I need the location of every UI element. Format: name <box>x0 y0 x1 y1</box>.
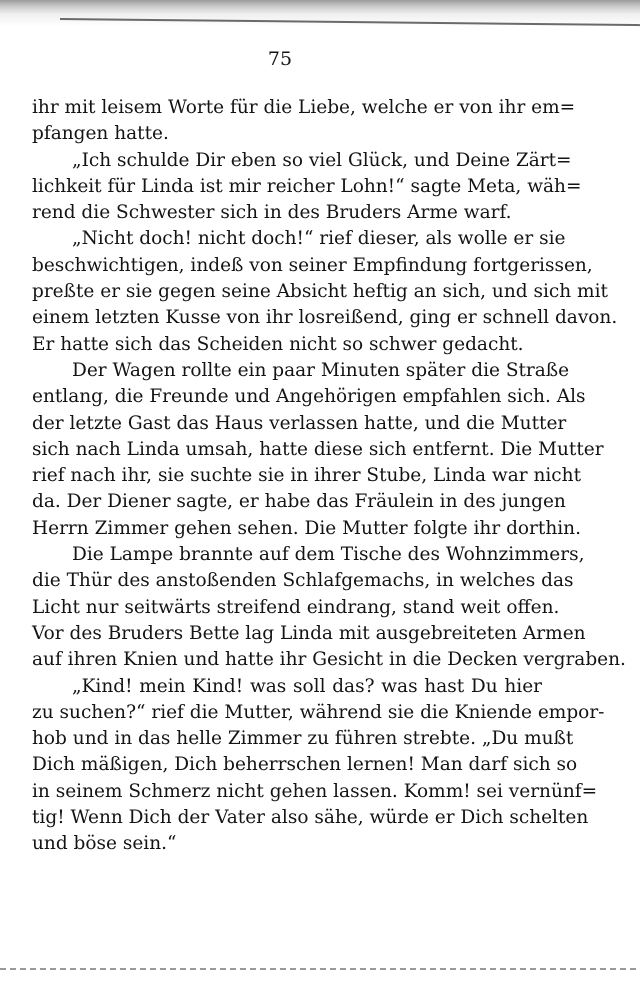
text-line: sich nach Linda umsah, hatte diese sich entfernt. Die Mutter <box>32 438 604 460</box>
text-line: rief nach ihr, sie suchte sie in ihrer Stube, Linda war nicht <box>32 465 582 487</box>
text-line: entlang, die Freunde und Angehörigen empfahlen sich. Als <box>32 386 586 408</box>
text-line: zu suchen?“ rief die Mutter, während sie die Kniende empor- <box>32 701 605 723</box>
text-line: und böse sein.“ <box>32 833 177 855</box>
scan-bottom-edge <box>0 968 640 970</box>
text-line: beschwichtigen, indeß von seiner Empfindung fortgerissen, <box>32 254 593 276</box>
text-line: Herrn Zimmer gehen sehen. Die Mutter folgte ihr dorthin. <box>32 517 581 539</box>
text-line: Vor des Bruders Bette lag Linda mit ausgebreiteten Armen <box>32 622 586 644</box>
text-line: hob und in das helle Zimmer zu führen strebte. „Du mußt <box>32 728 574 750</box>
text-line: rend die Schwester sich in des Bruders Arme warf. <box>32 202 512 224</box>
scan-top-edge <box>0 0 640 30</box>
text-line: in seinem Schmerz nicht gehen lassen. Komm! sei vernünf= <box>32 780 598 802</box>
text-line: auf ihren Knien und hatte ihr Gesicht in die Decken vergraben. <box>32 649 626 671</box>
text-line: Die Lampe brannte auf dem Tische des Wohnzimmers, <box>72 544 585 566</box>
body-text <box>32 95 626 858</box>
text-line: lichkeit für Linda ist mir reicher Lohn!“ sagte Meta, wäh= <box>32 175 582 197</box>
text-line: die Thür des anstoßenden Schlafgemachs, in welches das <box>32 570 574 592</box>
text-line: Der Wagen rollte ein paar Minuten später die Straße <box>72 359 570 381</box>
text-line: tig! Wenn Dich der Vater also sähe, würde er Dich schelten <box>32 807 589 829</box>
text-line: einem letzten Kusse von ihr losreißend, ging er schnell davon. <box>32 307 618 329</box>
text-line: preßte er sie gegen seine Absicht heftig an sich, und sich mit <box>32 281 608 303</box>
text-line: ihr mit leisem Worte für die Liebe, welche er von ihr em= <box>32 97 576 118</box>
text-line: Er hatte sich das Scheiden nicht so schwer gedacht. <box>32 333 524 355</box>
text-line: „Ich schulde Dir eben so viel Glück, und Deine Zärt= <box>72 149 572 171</box>
text-line: Dich mäßigen, Dich beherrschen lernen! Man darf sich so <box>32 754 578 776</box>
page-number: 75 <box>267 48 293 70</box>
text-line: Licht nur seitwärts streifend eindrang, stand weit offen. <box>32 596 560 618</box>
text-line: da. Der Diener sagte, er habe das Fräulein in des jungen <box>32 491 566 513</box>
text-line: pfangen hatte. <box>32 123 169 145</box>
text-line: „Kind! mein Kind! was soll das? was hast Du hier <box>72 675 542 697</box>
text-line: „Nicht doch! nicht doch!“ rief dieser, als wolle er sie <box>72 228 566 250</box>
text-line: der letzte Gast das Haus verlassen hatte, und die Mutter <box>32 412 567 434</box>
